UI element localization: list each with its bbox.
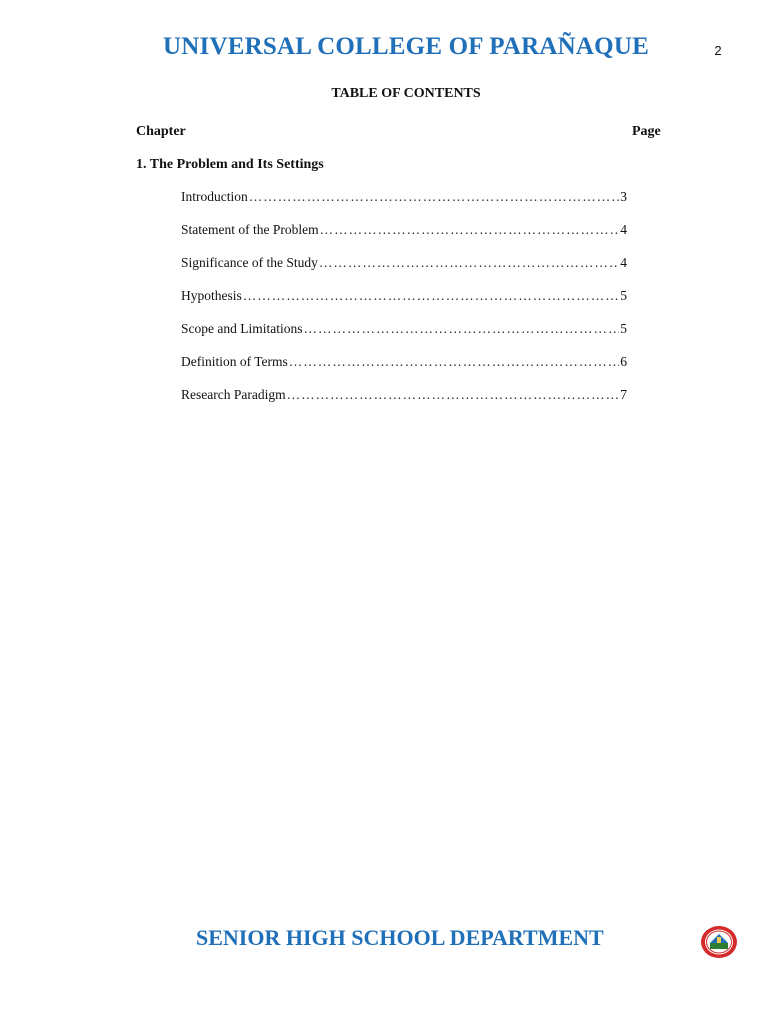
toc-entry-label: Research Paradigm <box>181 387 286 402</box>
school-seal-icon <box>700 925 738 959</box>
page-number: 2 <box>714 43 722 58</box>
toc-entry-label: Scope and Limitations <box>181 321 303 336</box>
toc-entry-label: Hypothesis <box>181 288 242 303</box>
toc-entry[interactable] <box>181 189 627 222</box>
toc-heading: TABLE OF CONTENTS <box>331 86 481 101</box>
dot-leader <box>319 255 619 271</box>
chapter-title: 1. The Problem and Its Settings <box>136 157 324 172</box>
toc-entry-page: 4 <box>620 222 627 237</box>
page-column-label: Page <box>632 124 661 139</box>
department-footer: SENIOR HIGH SCHOOL DEPARTMENT <box>196 925 604 950</box>
school-name-header: UNIVERSAL COLLEGE OF PARAÑAQUE <box>163 33 649 60</box>
dot-leader <box>287 387 620 403</box>
toc-entry-label: Introduction <box>181 189 248 204</box>
toc-entry[interactable] <box>181 354 627 387</box>
dot-leader <box>289 354 619 370</box>
toc-entry-page: 4 <box>620 255 627 270</box>
toc-entry[interactable] <box>181 255 627 288</box>
toc-entry[interactable] <box>181 321 627 354</box>
toc-entry[interactable] <box>181 288 627 321</box>
toc-entry-label: Statement of the Problem <box>181 222 319 237</box>
dot-leader <box>303 321 619 337</box>
dot-leader <box>243 288 620 304</box>
toc-entry-label: Definition of Terms <box>181 354 288 369</box>
toc-entry-page: 6 <box>620 354 627 369</box>
dot-leader <box>249 189 620 205</box>
toc-entry-page: 5 <box>620 321 627 336</box>
toc-entry[interactable] <box>181 222 627 255</box>
toc-entry[interactable] <box>181 387 627 420</box>
chapter-column-label: Chapter <box>136 124 186 139</box>
toc-entry-label: Significance of the Study <box>181 255 318 270</box>
toc-entry-page: 3 <box>620 189 627 204</box>
toc-entry-list <box>181 189 627 420</box>
toc-entry-page: 7 <box>620 387 627 402</box>
toc-entry-page: 5 <box>620 288 627 303</box>
dot-leader <box>320 222 620 238</box>
